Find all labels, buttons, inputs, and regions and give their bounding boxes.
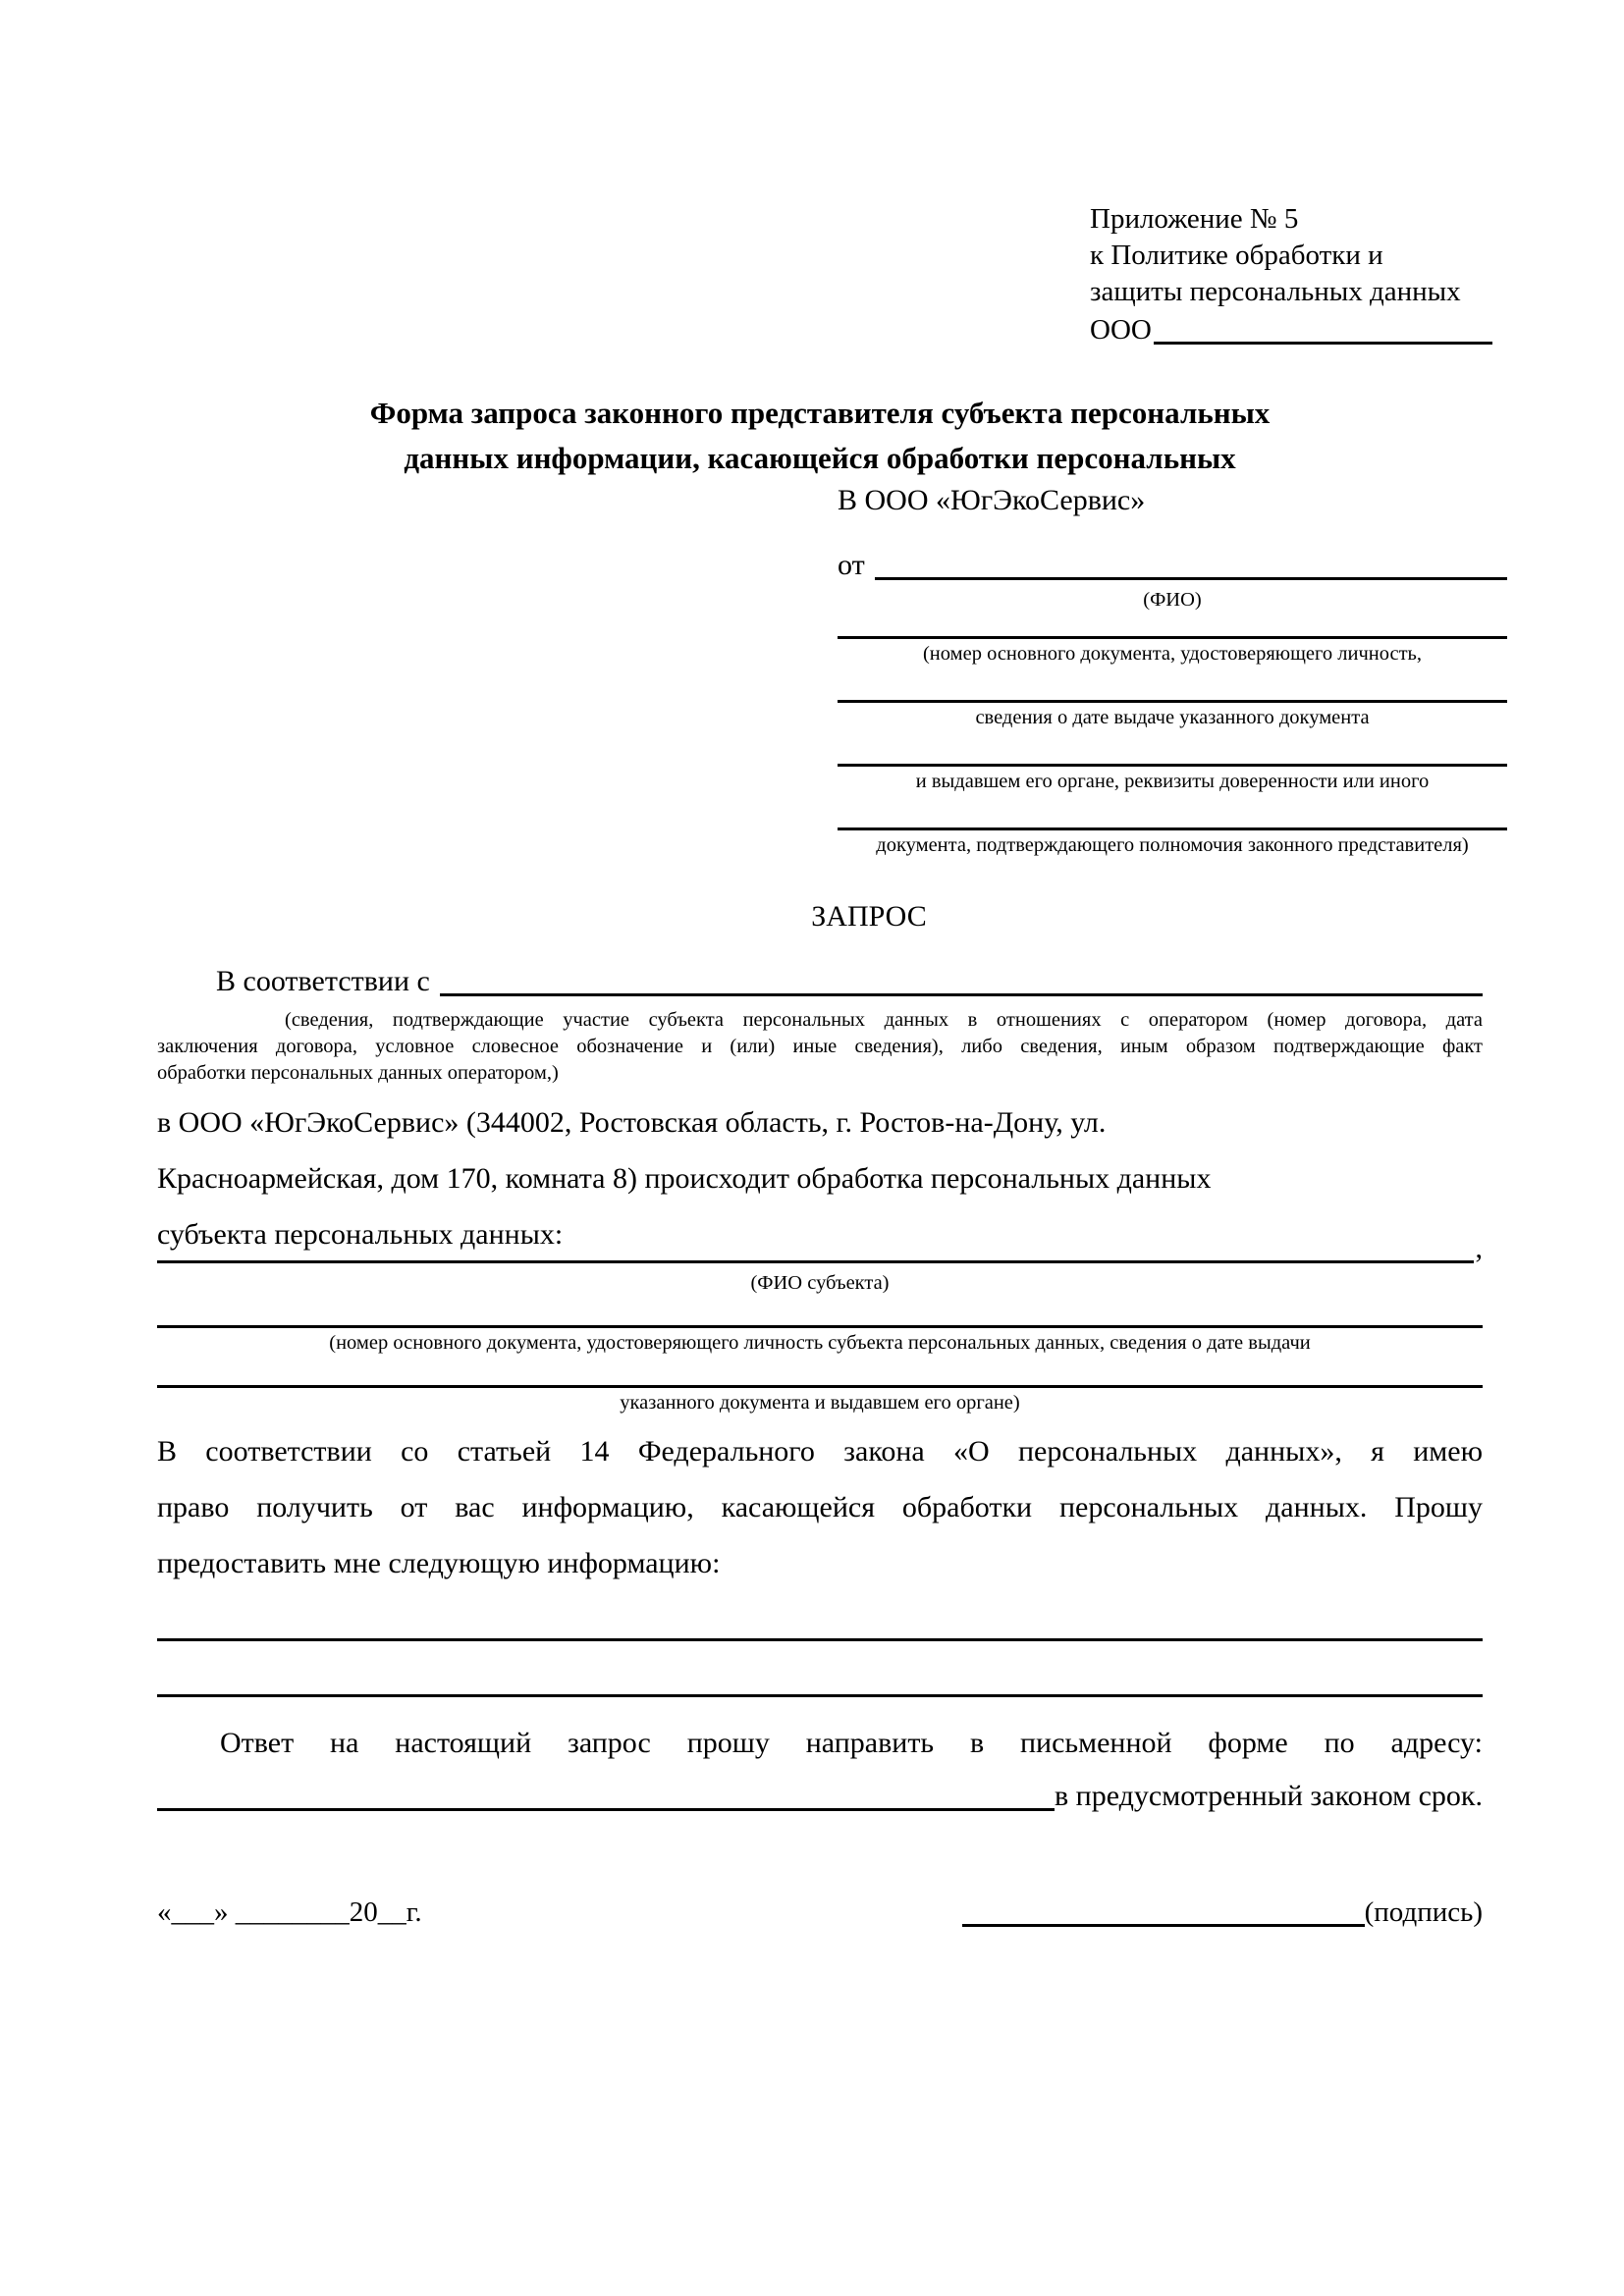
document-title (157, 391, 1483, 481)
document-title-line-1: Форма запроса законного представителя субъекта персональных (369, 396, 1271, 430)
signature-blank-field (962, 1924, 1365, 1927)
from-label: от (838, 549, 865, 581)
reply-address-row (157, 1777, 1483, 1816)
document-content (0, 201, 1624, 1932)
issue-date-blank-field (838, 700, 1507, 703)
authority-document-caption: документа, подтверждающего полномочия законного представителя) (876, 834, 1469, 856)
accordance-blank-field (440, 993, 1483, 996)
issue-date-caption: сведения о дате выдаче указанного документа (975, 707, 1370, 728)
appendix-block (1090, 201, 1492, 349)
subject-document-caption-1: (номер основного документа, удостоверяющего личность субъекта персональных данных, сведения о дате выдачи (329, 1332, 1311, 1354)
subject-document-caption-2: указанного документа и выдавшем его органе) (620, 1392, 1020, 1414)
issuing-authority-caption: и выдавшем его органе, реквизиты доверенности или иного (915, 771, 1430, 792)
accordance-row (157, 962, 1483, 1001)
operator-paragraph-line-1: в ООО «ЮгЭкоСервис» (344002, Ростовская область, г. Ростов-на-Дону, ул. (157, 1106, 1107, 1139)
law-paragraph-line-3: предоставить мне следующую информацию: (157, 1547, 721, 1579)
signature-caption: (подпись) (1364, 1896, 1483, 1928)
document-title-line-2: данных информации, касающейся обработки персональных (404, 441, 1236, 475)
addressee-company: В ООО «ЮгЭкоСервис» (838, 484, 1146, 516)
reply-address-blank-field (157, 1808, 1055, 1811)
accordance-label: В соответствии с (216, 965, 430, 997)
accordance-note-line-1: (сведения, подтверждающие участие субъекта персональных данных в отношениях с оператором (номер договора, дата (285, 1009, 1483, 1031)
operator-paragraph-line-2: Красноармейская, дом 170, комната 8) происходит обработка персональных данных (157, 1162, 1212, 1195)
subject-fio-blank-field (157, 1260, 1474, 1263)
date-field: «___» ________20__г. (157, 1896, 422, 1928)
date-signature-row (157, 1893, 1483, 1932)
accordance-note (157, 1007, 1483, 1087)
document-number-caption: (номер основного документа, удостоверяющего личность, (922, 643, 1423, 665)
subject-fio-caption: (ФИО субъекта) (750, 1272, 890, 1294)
accordance-note-line-3: обработки персональных данных оператором,) (157, 1062, 559, 1084)
reply-paragraph (157, 1715, 1483, 1771)
reply-tail: в предусмотренный законом срок. (1055, 1780, 1483, 1812)
ooo-label: ООО (1090, 314, 1152, 346)
from-row (838, 546, 1507, 585)
fio-caption: (ФИО) (1143, 589, 1202, 611)
law-paragraph (157, 1423, 1483, 1591)
information-blank-field-2 (157, 1694, 1483, 1697)
reply-paragraph-line: Ответ на настоящий запрос прошу направить в письменной форме по адресу: (220, 1727, 1483, 1759)
from-name-blank-field (875, 577, 1507, 580)
request-heading: ЗАПРОС (811, 900, 927, 933)
company-name-row (1090, 310, 1492, 349)
appendix-line-3: защиты персональных данных (1090, 276, 1461, 307)
appendix-line-1: Приложение № 5 (1090, 203, 1299, 235)
authority-document-blank-field (838, 828, 1507, 830)
appendix-line-2: к Политике обработки и (1090, 240, 1383, 271)
law-paragraph-line-2: право получить от вас информацию, касающейся обработки персональных данных. Прошу (157, 1491, 1483, 1523)
information-blank-field-1 (157, 1638, 1483, 1641)
subject-document-blank-field-2 (157, 1385, 1483, 1388)
subject-fio-comma: , (1475, 1232, 1483, 1264)
law-paragraph-line-1: В соответствии со статьей 14 Федерального закона «О персональных данных», я имею (157, 1435, 1483, 1468)
document-number-blank-field (838, 636, 1507, 639)
issuing-authority-blank-field (838, 764, 1507, 767)
company-name-blank-field (1154, 342, 1492, 345)
operator-paragraph-line-3: субъекта персональных данных: (157, 1218, 564, 1251)
accordance-note-line-2: заключения договора, условное словесное обозначение и (или) иные сведения), либо сведения, иным образом подтверждающие факт (157, 1036, 1483, 1057)
subject-document-blank-field (157, 1325, 1483, 1328)
signature-group (962, 1893, 1483, 1932)
addressee-block (838, 481, 1507, 858)
